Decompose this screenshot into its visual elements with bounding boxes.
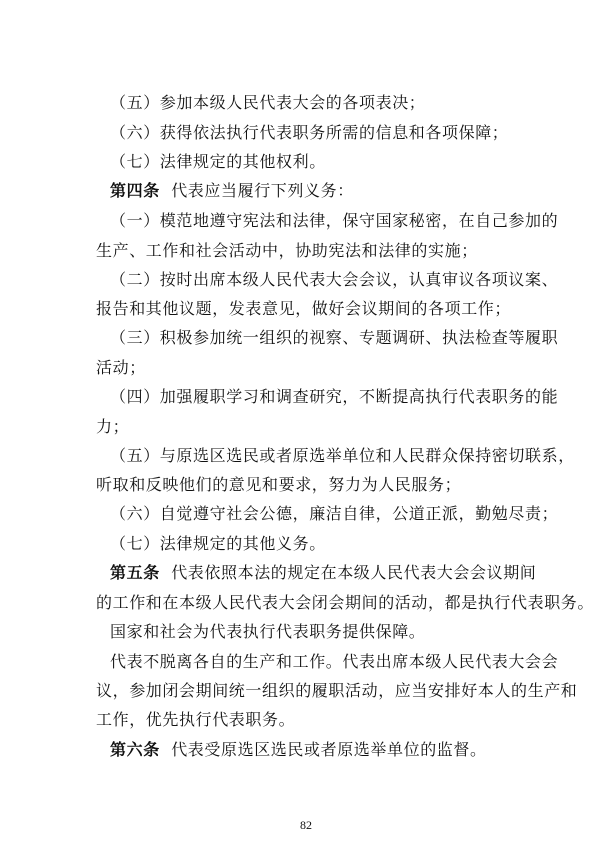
- article-line: [110, 180, 354, 202]
- page-number: 82: [300, 818, 312, 832]
- text-line: （二）按时出席本级人民代表大会会议，认真审议各项议案、: [110, 270, 559, 289]
- text-line: （四）加强履职学习和调查研究，不断提高执行代表职务的能: [110, 387, 559, 406]
- text-line: 报告和其他议题，发表意见，做好会议期间的各项工作；: [96, 299, 512, 318]
- text-line: （七）法律规定的其他权利。: [110, 152, 326, 171]
- article-heading: 第四条: [110, 181, 160, 200]
- text-line: 听取和反映他们的意见和要求，努力为人民服务；: [96, 475, 462, 494]
- text-line: 力；: [96, 417, 130, 436]
- text-line: （五）参加本级人民代表大会的各项表决；: [110, 93, 426, 112]
- text-line: 生产、工作和社会活动中，协助宪法和法律的实施；: [96, 241, 478, 260]
- text-line: （七）法律规定的其他义务。: [110, 534, 326, 553]
- text-line: （六）自觉遵守社会公德，廉洁自律，公道正派，勤勉尽责；: [110, 504, 559, 523]
- article-text: 代表受原选区选民或者原选举单位的监督。: [171, 740, 487, 759]
- article-line: [110, 739, 487, 761]
- text-line: 国家和社会为代表执行代表职务提供保障。: [110, 622, 426, 641]
- article-line: [110, 562, 536, 584]
- text-line: （一）模范地遵守宪法和法律，保守国家秘密，在自己参加的: [110, 211, 559, 230]
- article-heading: 第五条: [110, 563, 160, 582]
- text-line: 议，参加闭会期间统一组织的履职活动，应当安排好本人的生产和: [96, 681, 578, 700]
- article-text: 代表应当履行下列义务：: [171, 181, 354, 200]
- text-line: 工作，优先执行代表职务。: [96, 710, 296, 729]
- text-line: （三）积极参加统一组织的视察、专题调研、执法检查等履职: [110, 328, 559, 347]
- text-line: 代表不脱离各自的生产和工作。代表出席本级人民代表大会会: [110, 652, 559, 671]
- text-line: 活动；: [96, 358, 146, 377]
- text-line: （六）获得依法执行代表职务所需的信息和各项保障；: [110, 123, 509, 142]
- article-heading: 第六条: [110, 740, 160, 759]
- text-line: 的工作和在本级人民代表大会闭会期间的活动，都是执行代表职务。: [96, 593, 595, 612]
- article-text: 代表依照本法的规定在本级人民代表大会会议期间: [171, 563, 537, 582]
- text-line: （五）与原选区选民或者原选举单位和人民群众保持密切联系，: [110, 446, 575, 465]
